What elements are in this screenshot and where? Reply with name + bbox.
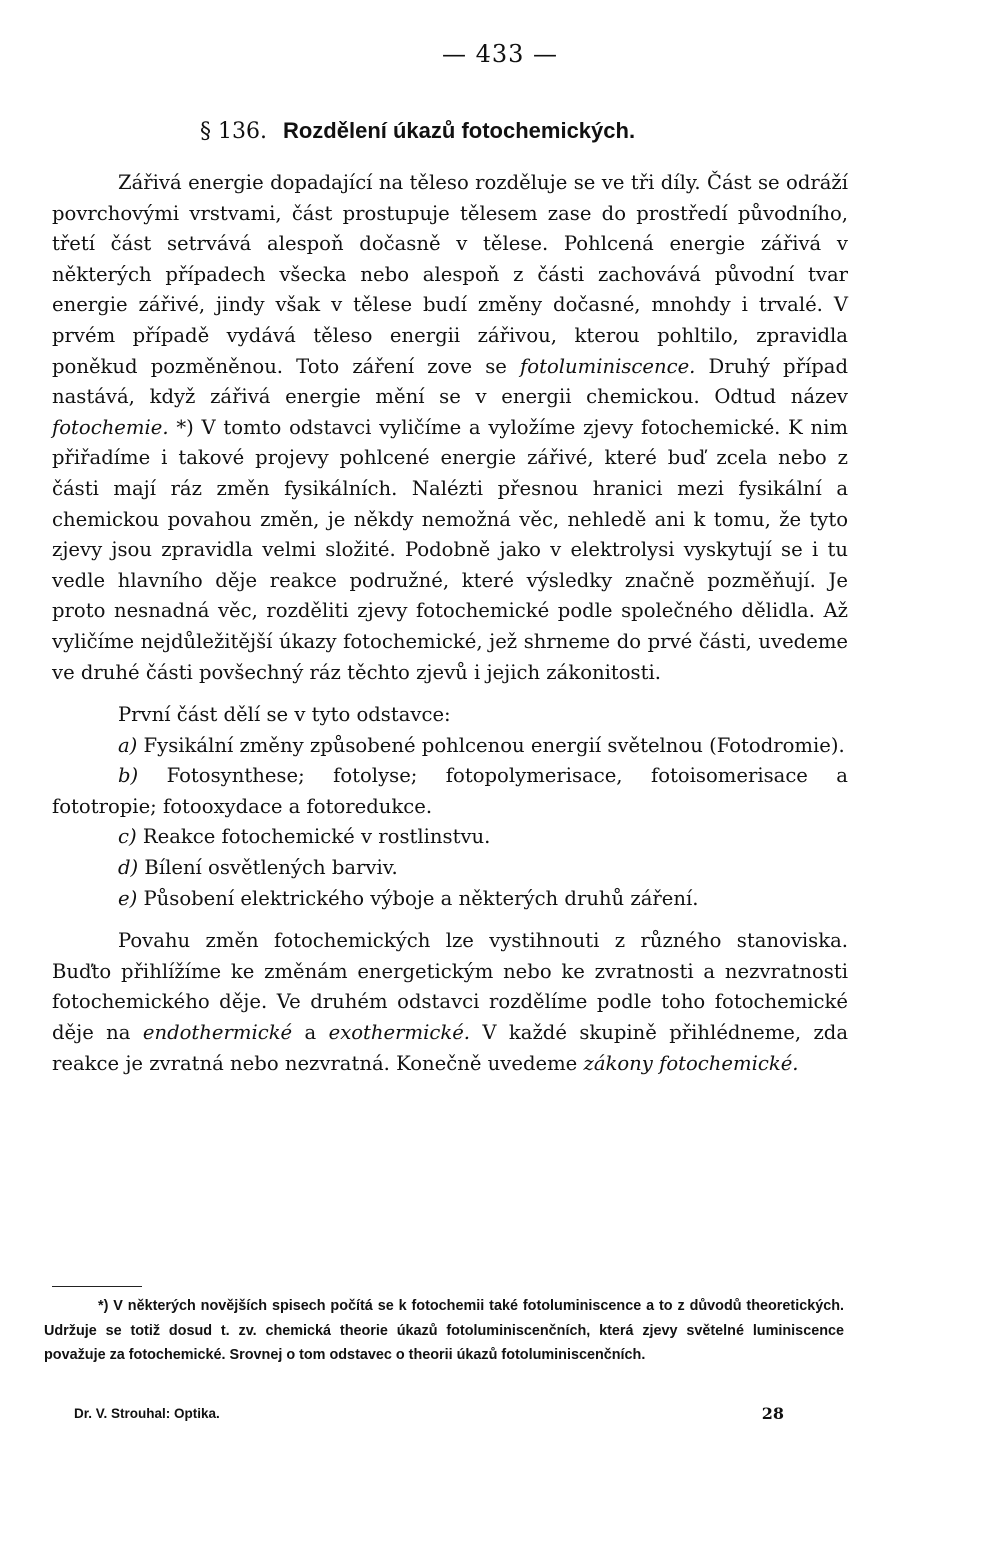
list-letter: d) (118, 856, 139, 880)
list-letter: c) (118, 825, 137, 849)
footer-author: Strouhal (111, 1406, 166, 1421)
list-item (52, 853, 848, 884)
text-run: *) V tomto odstavci vyličíme a vyložíme zjevy fotochemické. K nim přiřadíme i takové projevy pohlcené energie zářivé, které buď zcela nebo z části mají ráz změn fysikálních. Nalézti přesnou hranici mezi fysikální a chemickou povahou změn, je někdy nemožná věc, nehledě ani k tomu, že tyto zjevy jsou zpravidla velmi složité. Podobně jako v elektrolysi vyskytují se i tu vedle hlavního děje reakce podružné, které výsledky značně pozměňují. Je proto nesnadná věc, rozděliti zjevy fotochemické podle společného dělidla. Až vyličíme nejdůležitější úkazy fotochemické, jež shrneme do prvé části, uvedeme ve druhé části povšechný ráz těchto zjevů i jejich zákonitosti. (52, 415, 848, 684)
footnote (44, 1294, 844, 1368)
list-item (52, 731, 848, 762)
term-fotochemie: fotochemie. (52, 415, 169, 439)
paragraph-3 (52, 926, 848, 1079)
text-run: Zářivá energie dopadající na těleso rozděluje se ve tři díly. Část se odráží povrchovými vrstvami, část prostupuje tělesem zase do prostředí původního, třetí část setrvává alespoň dočasně v tělese. Pohlcená energie zářivá v některých případech všecka nebo alespoň z části zachovává původní tvar energie zářivé, jindy však v tělese budí změny dočasné, mnohdy i trvalé. V prvém případě vydává těleso energii zářivou, kterou pohltilo, zpravidla poněkud pozměněnou. Toto záření zove se (52, 171, 848, 378)
paragraph-1 (52, 168, 848, 688)
list-letter: b) (118, 764, 139, 788)
list-text: Reakce fotochemické v rostlinstvu. (136, 825, 491, 849)
text-run: a (292, 1021, 329, 1045)
list-item (52, 884, 848, 915)
footnote-rule (52, 1286, 142, 1287)
body-text (52, 168, 848, 1079)
text-run: Povahu změn fotochemických lze vystihnouti z různého stanoviska. Buďto přihlížíme ke změnám energetickým nebo ke zvratnosti a nezvratnosti fotochemického děje. Ve druhém odstavci rozdělíme podle toho fotochemické děje na (52, 929, 848, 1045)
term-fotoluminiscence: fotoluminiscence. (520, 354, 696, 378)
footnote-text: *) V některých novějších spisech počítá se k fotochemii také fotoluminiscence a to z důvodů theoretických. Udržuje se totiž dosud t. zv. chemická theorie úkazů fotoluminiscenčních, která zjevy světelné luminiscence považuje za fotochemické. Srovnej o tom odstavec o theorii úkazů fotoluminiscenčních. (44, 1298, 844, 1364)
text-run: V každé skupině přihlédneme, zda reakce je zvratná nebo nezvratná. Konečně uvedeme (52, 1021, 848, 1075)
section-heading (200, 118, 900, 144)
list-text: Působení elektrického výboje a některých druhů záření. (137, 886, 699, 910)
list-text: Bílení osvětlených barviv. (138, 856, 398, 880)
page-number: — 433 — (441, 40, 559, 68)
section-title: Rozdělení úkazů fotochemických. (282, 118, 636, 143)
term-endothermicke: endothermické (142, 1021, 293, 1045)
signature-mark: 28 (761, 1404, 784, 1423)
footer-prefix: Dr. V. (74, 1406, 112, 1421)
text-run: Druhý případ nastává, když zářivá energie mění se v energii chemickou. Odtud název (52, 354, 848, 409)
list-item (52, 761, 848, 822)
footer-suffix: : Optika. (165, 1406, 220, 1421)
term-zakony: zákony fotochemické. (583, 1051, 799, 1075)
term-exothermicke: exothermické. (328, 1021, 471, 1045)
list-letter: e) (118, 886, 138, 910)
list-text: Fotosynthese; fotolyse; fotopolymerisace, fotoisomerisace a fototropie; fotooxydace a fotoredukce. (52, 764, 848, 818)
list-letter: a) (118, 733, 138, 757)
page-footer (74, 1406, 784, 1421)
list-item (52, 822, 848, 853)
section-number: § 136. (200, 119, 267, 144)
list-text: Fysikální změny způsobené pohlcenou energií světelnou (Fotodromie). (137, 733, 845, 757)
paragraph-2: První část dělí se v tyto odstavce: (118, 703, 451, 727)
